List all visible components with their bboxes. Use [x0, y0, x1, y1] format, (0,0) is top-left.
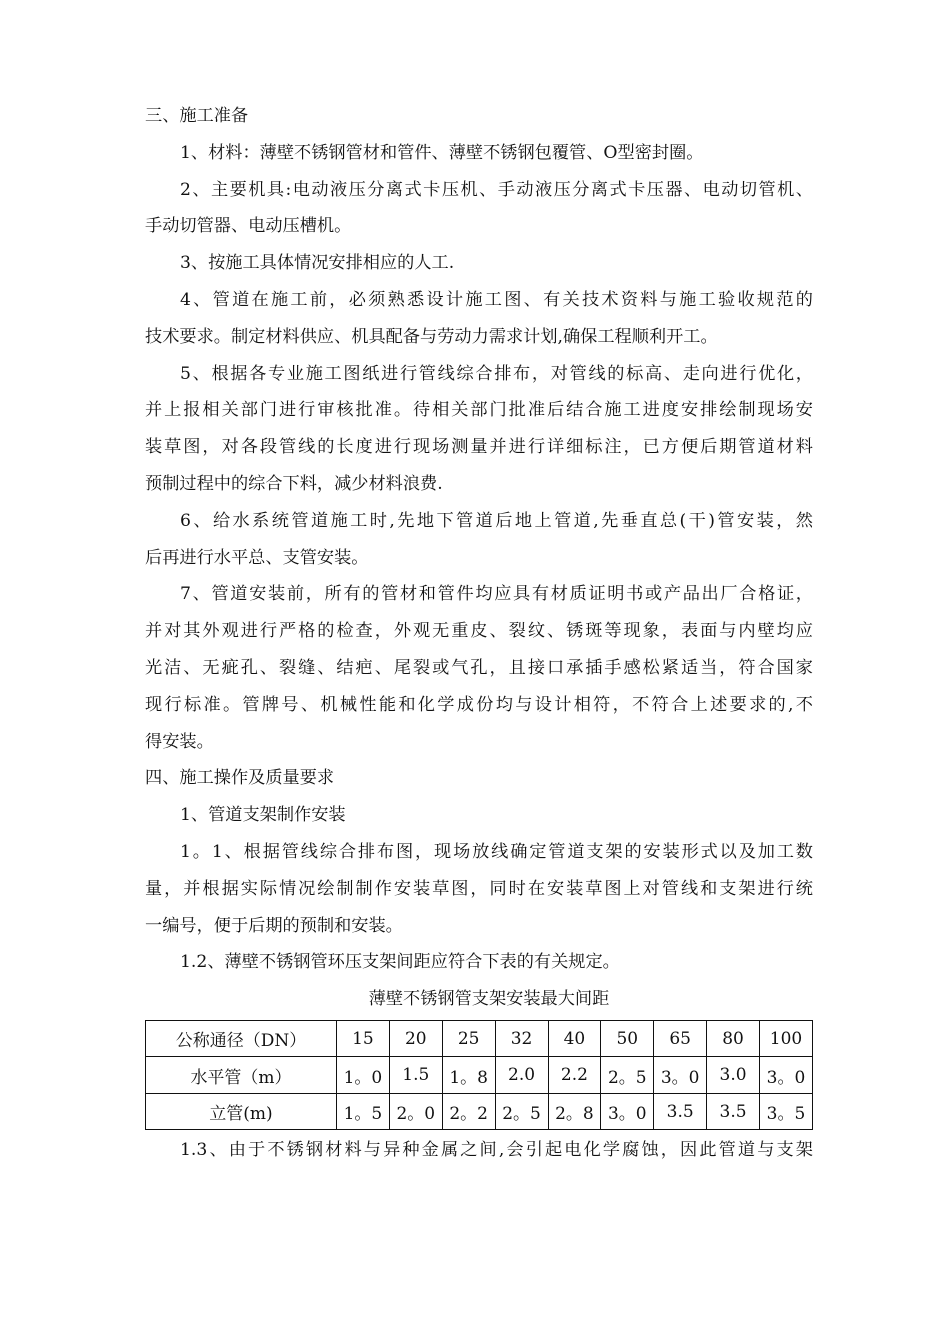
section-heading-preparation: 三、施工准备	[145, 106, 249, 126]
paragraph-inspection-line4: 现行标准。管牌号、机械性能和化学成份均与设计相符，不符合上述要求的,不	[145, 694, 813, 715]
table-cell: 65	[654, 1020, 707, 1057]
table-cell: 20	[389, 1020, 442, 1057]
table-cell: 2。8	[548, 1093, 601, 1130]
table-cell: 立管(m)	[146, 1093, 337, 1130]
table-cell: 3.5	[707, 1093, 760, 1130]
table-row-nominal-diameter	[146, 1020, 813, 1057]
paragraph-support-spacing: 1.2、薄壁不锈钢管环压支架间距应符合下表的有关规定。	[180, 952, 620, 973]
table-cell: 2。5	[601, 1057, 654, 1094]
table-row-horizontal-pipe	[146, 1057, 813, 1094]
table-cell: 3.0	[707, 1057, 760, 1094]
paragraph-inspection-line2: 并对其外观进行严格的检查，外观无重皮、裂纹、锈斑等现象，表面与内壁均应	[145, 621, 813, 642]
section-heading-operations: 四、施工操作及质量要求	[145, 768, 335, 789]
paragraph-inspection-line3: 光洁、无疵孔、裂缝、结疤、尾裂或气孔，且接口承插手感松紧适当，符合国家	[145, 657, 813, 678]
paragraph-drawings-line1: 4、管道在施工前，必须熟悉设计施工图、有关技术资料与施工验收规范的	[180, 289, 813, 310]
table-cell: 3。0	[760, 1057, 813, 1094]
table-cell: 1。0	[337, 1057, 390, 1094]
table-cell: 2。2	[442, 1093, 495, 1130]
table-cell: 15	[337, 1020, 390, 1057]
table-cell: 1。8	[442, 1057, 495, 1094]
paragraph-sequence-line1: 6、给水系统管道施工时,先地下管道后地上管道,先垂直总(干)管安装，然	[180, 510, 813, 531]
paragraph-corrosion-line1: 1.3、由于不锈钢材料与异种金属之间,会引起电化学腐蚀，因此管道与支架	[180, 1140, 813, 1161]
table-cell: 3。0	[654, 1057, 707, 1094]
table-cell: 50	[601, 1020, 654, 1057]
table-cell: 3。5	[760, 1093, 813, 1130]
table-cell: 100	[760, 1020, 813, 1057]
paragraph-sequence-line2: 后再进行水平总、支管安装。	[145, 547, 369, 568]
table-cell: 公称通径（DN）	[146, 1020, 337, 1057]
table-cell: 1。5	[337, 1093, 390, 1130]
table-cell: 25	[442, 1020, 495, 1057]
support-spacing-table	[145, 1020, 813, 1131]
table-row-vertical-pipe	[146, 1093, 813, 1130]
paragraph-labor: 3、按施工具体情况安排相应的人工.	[180, 253, 455, 274]
paragraph-support-layout-line3: 一编号，便于后期的预制和安装。	[145, 915, 403, 936]
table-cell: 40	[548, 1020, 601, 1057]
paragraph-support-layout-line2: 量，并根据实际情况绘制制作安装草图，同时在安装草图上对管线和支架进行统	[145, 878, 813, 899]
paragraph-layout-line3: 装草图，对各段管线的长度进行现场测量并进行详细标注，已方便后期管道材料	[145, 437, 813, 458]
table-cell: 水平管（m）	[146, 1057, 337, 1094]
table-caption: 薄壁不锈钢管支架安装最大间距	[368, 989, 610, 1010]
paragraph-drawings-line2: 技术要求。制定材料供应、机具配备与劳动力需求计划,确保工程顺利开工。	[145, 326, 718, 347]
paragraph-layout-line2: 并上报相关部门进行审核批准。待相关部门批准后结合施工进度安排绘制现场安	[145, 400, 813, 421]
subheading-support-fabrication: 1、管道支架制作安装	[180, 805, 346, 826]
table-cell: 2.0	[495, 1057, 548, 1094]
paragraph-layout-line1: 5、根据各专业施工图纸进行管线综合排布，对管线的标高、走向进行优化，	[180, 363, 813, 384]
paragraph-tools-line1: 2、主要机具:电动液压分离式卡压机、手动液压分离式卡压器、电动切管机、	[180, 179, 813, 200]
table-cell: 1.5	[389, 1057, 442, 1094]
table-cell: 3.5	[654, 1093, 707, 1130]
paragraph-layout-line4: 预制过程中的综合下料，减少材料浪费.	[145, 473, 443, 494]
paragraph-materials: 1、材料：薄壁不锈钢管材和管件、薄壁不锈钢包覆管、O型密封圈。	[180, 142, 704, 163]
table-cell: 2。0	[389, 1093, 442, 1130]
table-cell: 32	[495, 1020, 548, 1057]
document-page	[145, 98, 813, 1169]
paragraph-support-layout-line1: 1。1、根据管线综合排布图，现场放线确定管道支架的安装形式以及加工数	[180, 841, 813, 862]
table-cell: 2.2	[548, 1057, 601, 1094]
table-cell: 2。5	[495, 1093, 548, 1130]
paragraph-inspection-line5: 得安装。	[145, 731, 214, 752]
table-cell: 80	[707, 1020, 760, 1057]
table-cell: 3。0	[601, 1093, 654, 1130]
paragraph-inspection-line1: 7、管道安装前，所有的管材和管件均应具有材质证明书或产品出厂合格证，	[180, 584, 813, 605]
paragraph-tools-line2: 手动切管器、电动压槽机。	[145, 216, 352, 237]
